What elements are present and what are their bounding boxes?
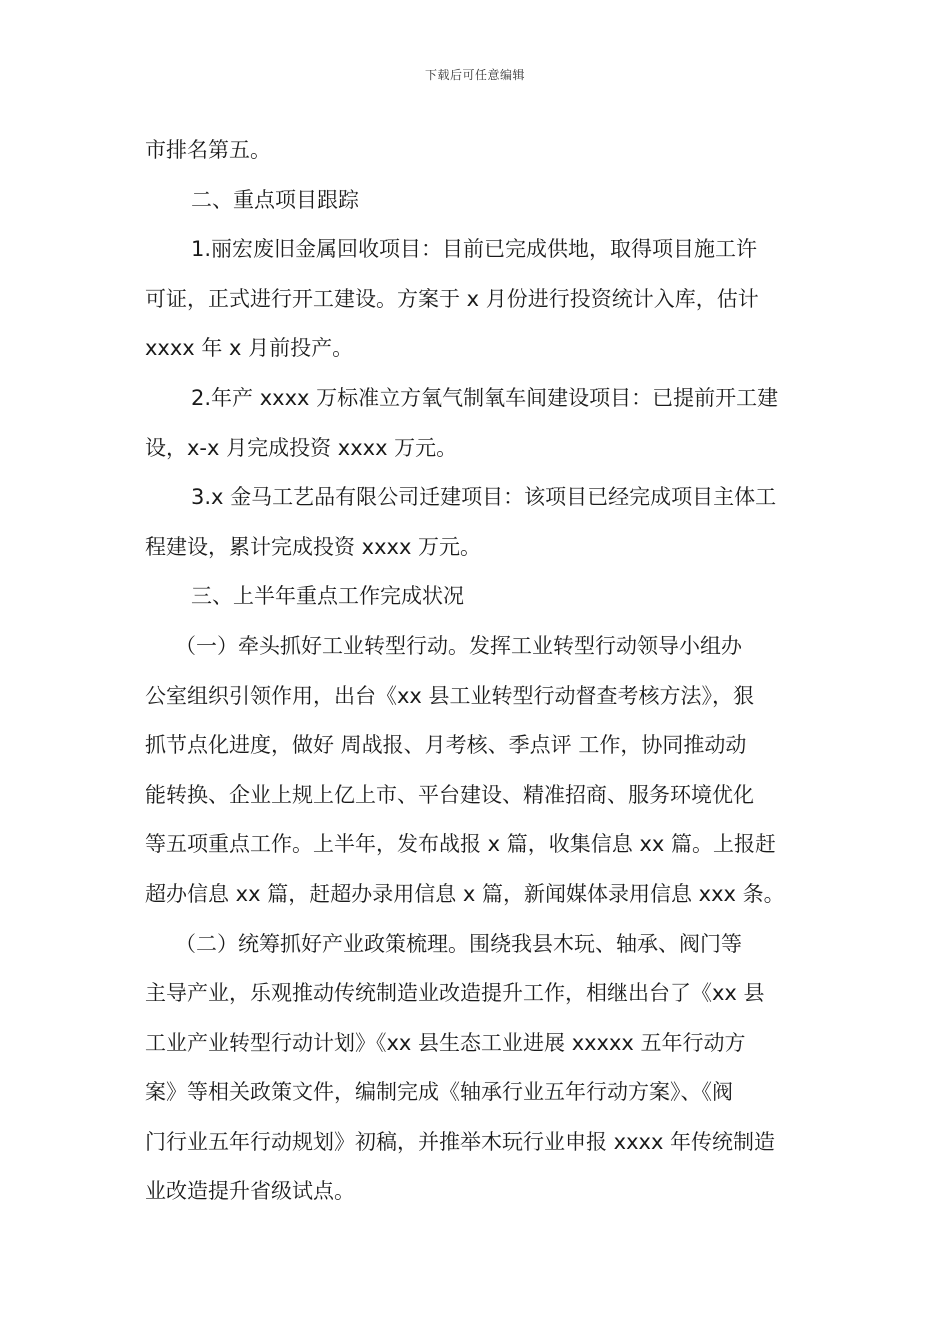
text-line: 业改造提升省级试点。 [145,1179,355,1204]
paragraph-project-1 [145,225,805,374]
paragraph-city-rank [145,126,805,176]
text-line: （二）统筹抓好产业政策梳理。围绕我县木玩、轴承、阀门等 [175,931,742,956]
text-line: 门行业五年行动规划》初稿，并推举木玩行业申报 xxxx 年传统制造 [145,1129,776,1154]
text-line: 公室组织引领作用，出台《xx 县工业转型行动督查考核方法》，狠 [145,683,755,708]
text-line: 1.丽宏废旧金属回收项目：目前已完成供地，取得项目施工许 [191,237,758,262]
text-line: 超办信息 xx 篇，赶超办录用信息 x 篇，新闻媒体录用信息 xxx 条。 [145,881,785,906]
text-line: 等五项重点工作。上半年，发布战报 x 篇，收集信息 xx 篇。上报赶 [145,832,776,857]
document-body [145,126,805,1217]
text-line: 抓节点化进度，做好 周战报、月考核、季点评 工作，协同推动动 [145,733,747,758]
text-line: 可证，正式进行开工建设。方案于 x 月份进行投资统计入库，估计 [145,286,759,311]
text-line: 案》等相关政策文件，编制完成《轴承行业五年行动方案》、《阀 [145,1080,733,1105]
text-line: 2.年产 xxxx 万标准立方氧气制氧车间建设项目：已提前开工建 [191,385,779,410]
section-heading-key-projects [145,176,805,226]
text-line: 二、重点项目跟踪 [191,187,359,212]
text-line: xxxx 年 x 月前投产。 [145,336,354,361]
text-line: 能转换、企业上规上亿上市、平台建设、精准招商、服务环境优化 [145,782,754,807]
text-line: 市排名第五。 [145,138,271,162]
paragraph-project-3 [145,473,805,572]
text-line: 主导产业，乐观推动传统制造业改造提升工作，相继出台了《xx 县 [145,981,765,1006]
section-heading-first-half [145,572,805,622]
paragraph-project-2 [145,374,805,473]
paragraph-transformation [145,622,805,920]
paragraph-policy [145,920,805,1218]
text-line: 设，x-x 月完成投资 xxxx 万元。 [145,435,458,460]
text-line: 程建设，累计完成投资 xxxx 万元。 [145,534,482,559]
text-line: （一）牵头抓好工业转型行动。发挥工业转型行动领导小组办 [175,633,742,658]
text-line: 工业产业转型行动计划》《xx 县生态工业进展 xxxxx 五年行动方 [145,1030,746,1055]
page-header: 下载后可任意编辑 [424,68,525,82]
text-line: 3.x 金马工艺品有限公司迁建项目：该项目已经完成项目主体工 [191,485,777,510]
text-line: 三、上半年重点工作完成状况 [191,584,464,609]
